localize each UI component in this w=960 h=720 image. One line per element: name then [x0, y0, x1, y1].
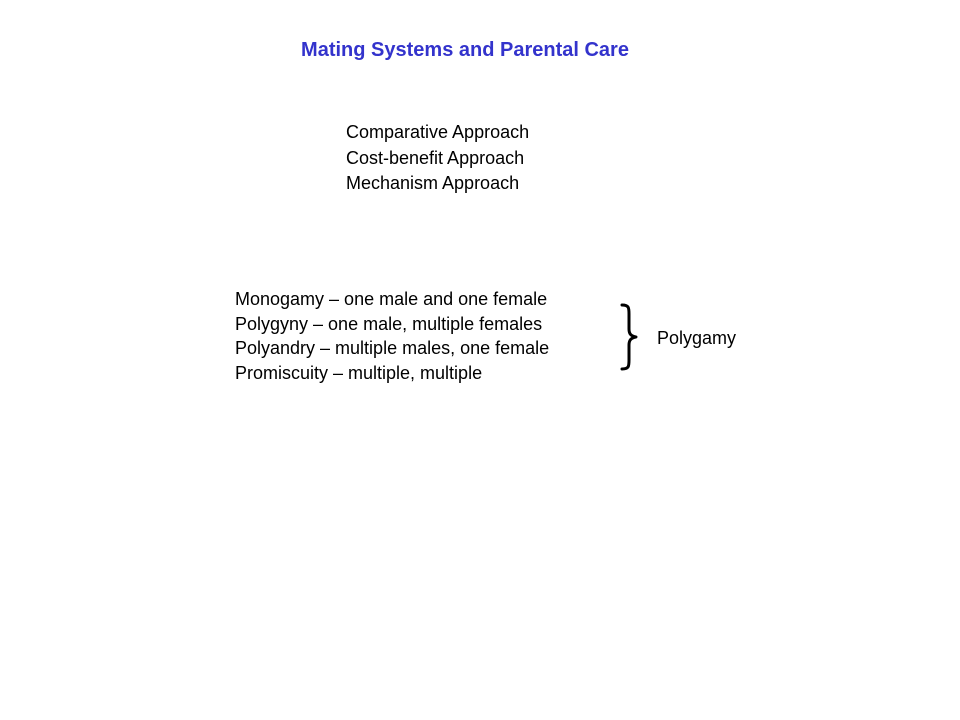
mating-system-polyandry: Polyandry – multiple males, one female	[235, 338, 550, 358]
right-curly-brace-icon	[614, 302, 644, 372]
slide-title: Mating Systems and Parental Care	[301, 39, 629, 61]
approach-list	[346, 120, 529, 197]
mating-system-promiscuity: Promiscuity – multiple, multiple	[235, 362, 483, 383]
approach-item-comparative: Comparative Approach	[346, 122, 530, 142]
approach-item-mechanism: Mechanism Approach	[346, 173, 520, 193]
mating-system-polygyny: Polygyny – one male, multiple females	[235, 313, 543, 334]
mating-system-monogamy: Monogamy – one male and one female	[235, 289, 548, 309]
mating-system-list	[235, 287, 549, 385]
approach-item-cost-benefit: Cost-benefit Approach	[346, 147, 525, 168]
polygamy-group-label: Polygamy	[657, 328, 737, 348]
